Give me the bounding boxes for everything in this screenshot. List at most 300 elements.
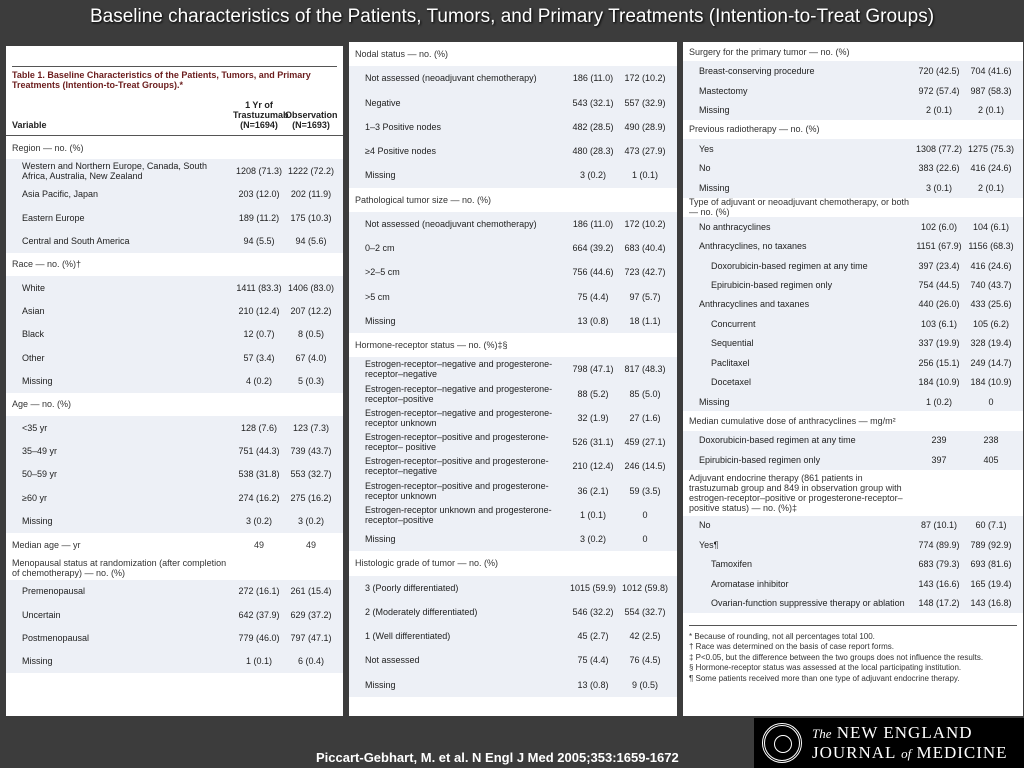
table-row (683, 295, 1023, 314)
cell-observation: 683 (40.4) (624, 243, 666, 254)
table-row (6, 276, 343, 299)
table-row (349, 503, 677, 527)
table-row (6, 556, 343, 579)
footnote: † Race was determined on the basis of case report forms. (689, 642, 894, 652)
cell-trastuzumab: 102 (6.0) (920, 221, 958, 232)
cell-observation: 143 (16.8) (970, 598, 1012, 609)
table-row (683, 334, 1023, 353)
cell-observation: 27 (1.6) (629, 412, 661, 423)
cell-trastuzumab: 440 (26.0) (918, 299, 960, 310)
row-label: Estrogen-receptor unknown and progesterone-receptor–positive (365, 504, 552, 525)
cell-trastuzumab: 543 (32.1) (572, 97, 614, 108)
row-label: Mastectomy (699, 85, 748, 96)
table-caption: Table 1. Baseline Characteristics of the Patients, Tumors, and Primary Treatments (Intention-to-Treat Groups).* (12, 66, 337, 90)
cell-observation: 789 (92.9) (970, 539, 1012, 550)
row-label: Histologic grade of tumor — no. (%) (355, 558, 499, 569)
table-row (349, 624, 677, 648)
table-row (6, 183, 343, 206)
table-row (6, 533, 343, 556)
cell-trastuzumab: 4 (0.2) (245, 376, 272, 387)
cell-observation: 1222 (72.2) (287, 166, 335, 177)
row-label: Adjuvant endocrine therapy (861 patients in trastuzumab group and 849 in observation group with estrogen-receptor–positive or progesterone-receptor–positive status) — no. (%)‡ (689, 472, 903, 513)
table-row (349, 600, 677, 624)
cell-trastuzumab: 337 (19.9) (918, 338, 960, 349)
cell-observation: 2 (0.1) (977, 182, 1004, 193)
cell-trastuzumab: 13 (0.8) (577, 679, 609, 690)
cell-trastuzumab: 1 (0.1) (579, 509, 606, 520)
table-row (6, 253, 343, 276)
table-row (349, 479, 677, 503)
cell-observation: 249 (14.7) (970, 357, 1012, 368)
cell-trastuzumab: 210 (12.4) (572, 461, 614, 472)
cell-trastuzumab: 664 (39.2) (572, 243, 614, 254)
row-label: Hormone-receptor status — no. (%)‡§ (355, 340, 508, 351)
table-row (349, 309, 677, 333)
row-label: Anthracyclines and taxanes (699, 299, 810, 310)
table-row (349, 91, 677, 115)
row-label: Missing (365, 534, 396, 545)
row-label: Asian (22, 306, 45, 317)
cell-trastuzumab: 683 (79.3) (918, 559, 960, 570)
cell-trastuzumab: 397 (931, 454, 947, 465)
table-row (6, 369, 343, 392)
table-row (683, 236, 1023, 255)
row-label: Uncertain (22, 609, 61, 620)
cell-observation: 202 (11.9) (290, 189, 332, 200)
cell-trastuzumab: 538 (31.8) (238, 469, 280, 480)
row-label: No (699, 163, 711, 174)
cell-trastuzumab: 203 (12.0) (238, 189, 280, 200)
table-row (6, 346, 343, 369)
row-label: Menopausal status at randomization (after completion of chemotherapy) — no. (%) (12, 557, 227, 578)
row-label: Missing (365, 679, 396, 690)
row-label: Not assessed (neoadjuvant chemotherapy) (365, 218, 537, 229)
table-row (349, 382, 677, 406)
nejm-seal-icon (762, 723, 802, 763)
row-label: Previous radiotherapy — no. (%) (689, 124, 820, 135)
row-label: Western and Northern Europe, Canada, South Africa, Australia, New Zealand (22, 161, 207, 182)
row-label: 0–2 cm (365, 243, 395, 254)
row-label: Anthracyclines, no taxanes (699, 241, 807, 252)
cell-observation: 18 (1.1) (629, 315, 661, 326)
table-panel-right (683, 42, 1023, 716)
footnote: ¶ Some patients received more than one type of adjuvant endocrine therapy. (689, 673, 960, 683)
table-row (349, 648, 677, 672)
table-row (683, 139, 1023, 158)
table-row (683, 372, 1023, 391)
cell-observation: 94 (5.6) (295, 236, 327, 247)
cell-trastuzumab: 3 (0.1) (925, 182, 952, 193)
cell-observation: 797 (47.1) (290, 632, 332, 643)
cell-trastuzumab: 526 (31.1) (572, 437, 614, 448)
row-label: Not assessed (365, 655, 420, 666)
cell-trastuzumab: 32 (1.9) (577, 412, 609, 423)
citation: Piccart-Gebhart, M. et al. N Engl J Med 2005;353:1659-1672 (316, 750, 679, 765)
cell-trastuzumab: 186 (11.0) (572, 73, 614, 84)
table-row (349, 673, 677, 697)
row-label: Postmenopausal (22, 632, 90, 643)
row-label: Negative (365, 97, 401, 108)
table-row (349, 163, 677, 187)
cell-observation: 416 (24.6) (970, 163, 1012, 174)
table-row (349, 430, 677, 454)
journal-name: The NEW ENGLAND JOURNAL of MEDICINE (812, 723, 1008, 762)
cell-trastuzumab: 103 (6.1) (920, 318, 958, 329)
row-label: Concurrent (711, 318, 756, 329)
row-label: Type of adjuvant or neoadjuvant chemotherapy, or both — no. (%) (689, 197, 909, 218)
cell-observation: 85 (5.0) (629, 388, 661, 399)
cell-observation: 740 (43.7) (970, 279, 1012, 290)
cell-observation: 105 (6.2) (972, 318, 1010, 329)
table-row (6, 603, 343, 626)
cell-observation: 817 (48.3) (624, 364, 666, 375)
table-row (6, 463, 343, 486)
cell-trastuzumab: 189 (11.2) (238, 212, 280, 223)
cell-trastuzumab: 3 (0.2) (579, 170, 606, 181)
cell-trastuzumab: 1151 (67.9) (916, 241, 962, 252)
row-label: Estrogen-receptor–positive and progesterone-receptor– positive (365, 432, 549, 453)
table-row (683, 314, 1023, 333)
table-row (6, 650, 343, 673)
cell-observation: 629 (37.2) (290, 609, 332, 620)
cell-trastuzumab: 210 (12.4) (238, 306, 280, 317)
table-row (6, 136, 343, 159)
cell-trastuzumab: 480 (28.3) (572, 146, 614, 157)
cell-observation: 104 (6.1) (972, 221, 1010, 232)
row-label: Aromatase inhibitor (711, 578, 789, 589)
cell-trastuzumab: 1 (0.1) (245, 656, 272, 667)
cell-observation: 42 (2.5) (629, 631, 661, 642)
table-row (6, 393, 343, 416)
cell-observation: 175 (10.3) (290, 212, 332, 223)
table-row (683, 81, 1023, 100)
cell-trastuzumab: 75 (4.4) (577, 655, 609, 666)
table-row (683, 42, 1023, 61)
table-row (6, 159, 343, 182)
row-label: Epirubicin-based regimen only (711, 279, 833, 290)
cell-observation: 554 (32.7) (624, 606, 666, 617)
table-row (683, 178, 1023, 197)
cell-observation: 490 (28.9) (624, 121, 666, 132)
table-row (349, 406, 677, 430)
table-row (683, 535, 1023, 554)
table-row (683, 256, 1023, 275)
cell-trastuzumab: 239 (931, 435, 947, 446)
cell-observation: 49 (305, 539, 316, 550)
cell-trastuzumab: 57 (3.4) (243, 352, 275, 363)
row-label: 35–49 yr (22, 446, 58, 457)
row-label: Eastern Europe (22, 212, 85, 223)
row-label: 2 (Moderately differentiated) (365, 606, 478, 617)
row-label: <35 yr (22, 422, 48, 433)
cell-trastuzumab: 36 (2.1) (577, 485, 609, 496)
table-row (683, 431, 1023, 450)
cell-observation: 473 (27.9) (624, 146, 666, 157)
cell-trastuzumab: 274 (16.2) (238, 492, 280, 503)
row-label: White (22, 282, 46, 293)
table-row (349, 236, 677, 260)
row-label: Missing (699, 105, 730, 116)
table-header (6, 94, 343, 136)
table-row (683, 353, 1023, 372)
row-label: Not assessed (neoadjuvant chemotherapy) (365, 73, 537, 84)
cell-observation: 328 (19.4) (970, 338, 1012, 349)
row-label: Ovarian-function suppressive therapy or ablation (711, 598, 905, 609)
table-row (683, 61, 1023, 80)
footnote: * Because of rounding, not all percentages total 100. (689, 631, 875, 641)
cell-observation: 0 (642, 509, 648, 520)
row-label: Estrogen-receptor–negative and progesterone-receptor–negative (365, 359, 553, 380)
table-row (349, 212, 677, 236)
slide-title: Baseline characteristics of the Patients, Tumors, and Primary Treatments (Intention-to-Treat Groups) (89, 6, 935, 27)
row-label: Sequential (711, 338, 754, 349)
row-label: Missing (699, 182, 730, 193)
table-row (6, 626, 343, 649)
row-label: Estrogen-receptor–negative and progesterone-receptor–positive (365, 383, 553, 404)
cell-trastuzumab: 186 (11.0) (572, 218, 614, 229)
cell-trastuzumab: 3 (0.2) (245, 516, 272, 527)
row-label: Asia Pacific, Japan (22, 189, 99, 200)
table-rows-right (683, 42, 1023, 613)
cell-trastuzumab: 272 (16.1) (238, 586, 280, 597)
cell-trastuzumab: 45 (2.7) (577, 631, 609, 642)
table-row (349, 454, 677, 478)
cell-trastuzumab: 798 (47.1) (572, 364, 614, 375)
cell-observation: 172 (10.2) (624, 218, 666, 229)
row-label: Age — no. (%) (12, 399, 72, 410)
row-label: Median age — yr (12, 539, 81, 550)
table-row (349, 527, 677, 551)
table-row (349, 576, 677, 600)
cell-observation: 165 (19.4) (970, 578, 1012, 589)
row-label: Estrogen-receptor–positive and progesterone-receptor unknown (365, 480, 549, 501)
table-row (683, 450, 1023, 469)
row-label: Missing (22, 516, 53, 527)
row-label: No anthracyclines (699, 221, 771, 232)
table-row (683, 198, 1023, 217)
row-label: Region — no. (%) (12, 142, 84, 153)
cell-observation: 246 (14.5) (624, 461, 666, 472)
cell-trastuzumab: 642 (37.9) (238, 609, 280, 620)
cell-observation: 459 (27.1) (624, 437, 666, 448)
row-label: Breast-conserving procedure (699, 66, 815, 77)
cell-observation: 76 (4.5) (629, 655, 661, 666)
row-label: Pathological tumor size — no. (%) (355, 194, 492, 205)
cell-trastuzumab: 779 (46.0) (238, 632, 280, 643)
cell-trastuzumab: 1308 (77.2) (915, 143, 963, 154)
cell-trastuzumab: 546 (32.2) (572, 606, 614, 617)
row-label: Central and South America (22, 236, 130, 247)
row-label: Missing (699, 396, 730, 407)
table-row (683, 574, 1023, 593)
table-row (349, 260, 677, 284)
row-label: Paclitaxel (711, 357, 750, 368)
row-label: Black (22, 329, 45, 340)
header-trastuzumab: 1 Yr of Trastuzumab (N=1694) (233, 100, 289, 130)
table-row (683, 159, 1023, 178)
table-row (683, 516, 1023, 535)
cell-observation: 1406 (83.0) (287, 282, 335, 293)
table-panel-middle (349, 42, 677, 716)
cell-observation: 1 (0.1) (631, 170, 658, 181)
cell-trastuzumab: 774 (89.9) (918, 539, 960, 550)
table-row (349, 333, 677, 357)
row-label: ≥60 yr (22, 492, 47, 503)
table-row (349, 115, 677, 139)
cell-trastuzumab: 256 (15.1) (918, 357, 960, 368)
table-row (6, 206, 343, 229)
cell-trastuzumab: 2 (0.1) (925, 105, 952, 116)
row-label: Epirubicin-based regimen only (699, 454, 821, 465)
table-rows-left (6, 136, 343, 673)
table-row (683, 470, 1023, 516)
cell-trastuzumab: 143 (16.6) (918, 578, 960, 589)
cell-observation: 416 (24.6) (970, 260, 1012, 271)
table-row (349, 551, 677, 575)
table-row (683, 100, 1023, 119)
cell-observation: 6 (0.4) (297, 656, 324, 667)
table-row (349, 42, 677, 66)
table-row (349, 188, 677, 212)
cell-trastuzumab: 3 (0.2) (579, 534, 606, 545)
row-label: >2–5 cm (365, 267, 400, 278)
table-row (683, 411, 1023, 430)
cell-trastuzumab: 482 (28.5) (572, 121, 614, 132)
table-row (6, 416, 343, 439)
row-label: >5 cm (365, 291, 390, 302)
cell-trastuzumab: 756 (44.6) (572, 267, 614, 278)
cell-trastuzumab: 184 (10.9) (918, 377, 960, 388)
table-row (683, 275, 1023, 294)
table-row (349, 139, 677, 163)
cell-observation: 60 (7.1) (975, 520, 1007, 531)
cell-trastuzumab: 1015 (59.9) (569, 582, 617, 593)
cell-trastuzumab: 94 (5.5) (243, 236, 275, 247)
table-row (6, 486, 343, 509)
row-label: Yes¶ (699, 539, 719, 550)
cell-trastuzumab: 1208 (71.3) (235, 166, 283, 177)
cell-trastuzumab: 87 (10.1) (920, 520, 958, 531)
row-label: Doxorubicin-based regimen at any time (711, 260, 868, 271)
cell-observation: 261 (15.4) (290, 586, 332, 597)
row-label: Tamoxifen (711, 559, 753, 570)
cell-observation: 405 (983, 454, 999, 465)
table-row (349, 66, 677, 90)
table-row (6, 510, 343, 533)
footnote: ‡ P<0.05, but the difference between the two groups does not influence the results. (689, 652, 984, 662)
header-observation: Observation (N=1693) (285, 110, 338, 130)
table-row (683, 217, 1023, 236)
row-label: Missing (22, 376, 53, 387)
cell-trastuzumab: 49 (253, 539, 264, 550)
cell-observation: 67 (4.0) (295, 352, 327, 363)
row-label: Other (22, 352, 45, 363)
cell-observation: 184 (10.9) (970, 377, 1012, 388)
cell-observation: 172 (10.2) (624, 73, 666, 84)
cell-observation: 1012 (59.8) (621, 582, 669, 593)
cell-trastuzumab: 751 (44.3) (238, 446, 280, 457)
table-rows-middle (349, 42, 677, 697)
cell-observation: 59 (3.5) (629, 485, 661, 496)
cell-observation: 207 (12.2) (290, 306, 332, 317)
cell-observation: 97 (5.7) (629, 291, 661, 302)
row-label: Median cumulative dose of anthracyclines — mg/m² (689, 416, 896, 427)
row-label: No (699, 520, 711, 531)
cell-observation: 723 (42.7) (624, 267, 666, 278)
cell-observation: 3 (0.2) (297, 516, 324, 527)
cell-trastuzumab: 12 (0.7) (243, 329, 275, 340)
table-row (683, 392, 1023, 411)
row-label: ≥4 Positive nodes (365, 146, 436, 157)
row-label: 50–59 yr (22, 469, 58, 480)
cell-observation: 553 (32.7) (290, 469, 332, 480)
cell-trastuzumab: 148 (17.2) (918, 598, 960, 609)
cell-observation: 704 (41.6) (970, 66, 1012, 77)
table-row (349, 357, 677, 381)
row-label: Race — no. (%)† (12, 259, 82, 270)
row-label: Nodal status — no. (%) (355, 49, 449, 60)
table-row (6, 299, 343, 322)
cell-trastuzumab: 397 (23.4) (918, 260, 960, 271)
row-label: Surgery for the primary tumor — no. (%) (689, 46, 850, 57)
table-row (683, 555, 1023, 574)
cell-observation: 123 (7.3) (292, 422, 330, 433)
cell-trastuzumab: 1411 (83.3) (236, 282, 282, 293)
cell-trastuzumab: 754 (44.5) (918, 279, 960, 290)
row-label: 1 (Well differentiated) (365, 631, 451, 642)
row-label: Estrogen-receptor–positive and progesterone-receptor–negative (365, 456, 549, 477)
row-label: Doxorubicin-based regimen at any time (699, 435, 856, 446)
cell-observation: 5 (0.3) (297, 376, 324, 387)
row-label: Premenopausal (22, 586, 86, 597)
header-variable: Variable (12, 120, 47, 130)
row-label: 3 (Poorly differentiated) (365, 582, 459, 593)
journal-logo (754, 718, 1024, 768)
cell-trastuzumab: 1 (0.2) (925, 396, 952, 407)
table-footnotes (689, 625, 1017, 685)
row-label: Yes (699, 143, 714, 154)
row-label: Missing (22, 656, 53, 667)
cell-observation: 238 (983, 435, 999, 446)
row-label: Estrogen-receptor–negative and progesterone-receptor unknown (365, 407, 553, 428)
footnote: § Hormone-receptor status was assessed at the local participating institution. (689, 663, 962, 673)
table-row (349, 285, 677, 309)
cell-trastuzumab: 88 (5.2) (577, 388, 609, 399)
cell-observation: 9 (0.5) (631, 679, 658, 690)
row-label: Missing (365, 170, 396, 181)
cell-observation: 557 (32.9) (624, 97, 666, 108)
cell-trastuzumab: 75 (4.4) (577, 291, 609, 302)
table-row (6, 439, 343, 462)
cell-observation: 693 (81.6) (970, 559, 1012, 570)
table-panel-left (6, 46, 343, 716)
table-row (683, 120, 1023, 139)
cell-trastuzumab: 383 (22.6) (918, 163, 960, 174)
table-row (683, 593, 1023, 612)
row-label: Missing (365, 315, 396, 326)
table-row (6, 229, 343, 252)
cell-observation: 0 (988, 396, 994, 407)
row-label: 1–3 Positive nodes (365, 121, 442, 132)
cell-trastuzumab: 13 (0.8) (577, 315, 609, 326)
row-label: Docetaxel (711, 377, 752, 388)
cell-observation: 433 (25.6) (970, 299, 1012, 310)
cell-observation: 8 (0.5) (297, 329, 324, 340)
table-row (6, 580, 343, 603)
table-row (6, 323, 343, 346)
cell-observation: 739 (43.7) (290, 446, 332, 457)
cell-observation: 1156 (68.3) (968, 241, 1014, 252)
